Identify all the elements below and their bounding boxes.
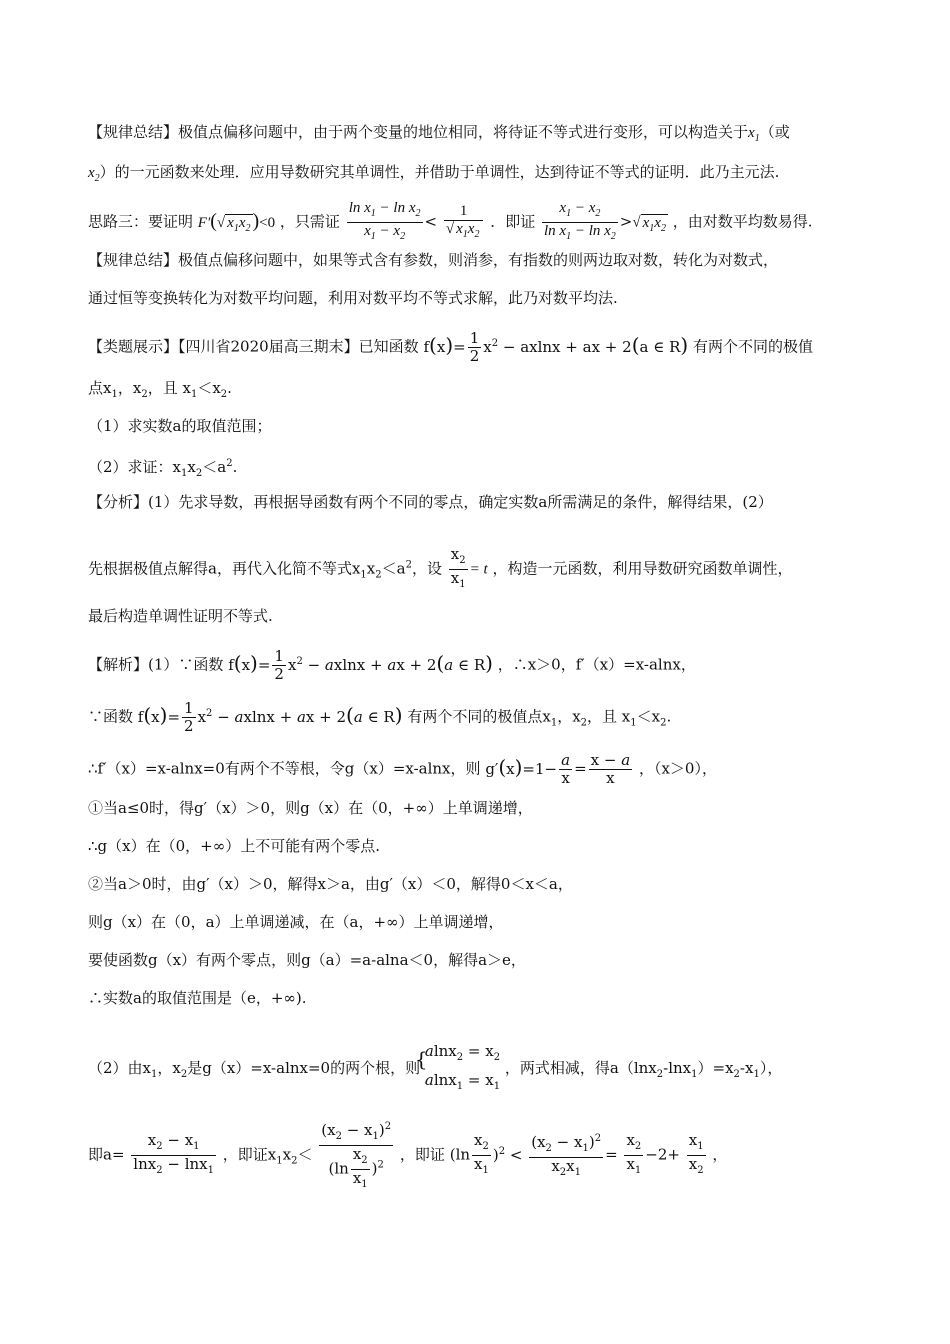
similar-problem: 【类题展示】【四川省2020届高三期末】已知函数 f(x)= $\frac{1}{2}$ $x^2 - axlnx$ + ax + 2(a ∈ R) 有两个不同的极值 [88, 329, 813, 365]
question-2: （2）求证：$x_1x_2<a^2$. [88, 458, 238, 479]
rule-summary-2-cont: 通过恒等变换转化为对数平均问题，利用对数平均不等式求解，此乃对数平均法. [88, 289, 618, 307]
analysis-cont: 先根据极值点解得a，再代入化简不等式$x_1x_2<a^2$，设 $\frac{x_2}{x_1}$ = t ，构造一元函数，利用导数研究函数单调性， [88, 545, 793, 590]
case-1: ①当a≤0时，得g′（x）＞0，则g（x）在（0，+∞）上单调递增， [88, 799, 533, 817]
solution-1: 【解析】(1）∵函数 f(x)= $\frac{1}{2}$ $x^2 - axlnx$ + ax + 2(a ∈ R) ，∴x＞0，f′（x）=x-alnx， [88, 647, 696, 683]
rule-summary-2: 【规律总结】极值点偏移问题中，如果等式含有参数，则消参，有指数的则两边取对数，转化为对数式， [88, 251, 779, 269]
rule-summary-1: 【规律总结】极值点偏移问题中，由于两个变量的地位相同，将待证不等式进行变形，可以构造关于$x_1$（或 [88, 123, 790, 144]
idea-three: 思路三：要证明 F′(√ $x_1x_2$ )<0 ，只需证 $\frac{\ln x_1 - \ln x_2}{x_1 - x_2}$ < $\frac{1}{√ x_1x_2}$ ．即证 $\frac{x_1 - x_2}{\ln x_1 - \ln x_2}$ >√ $x_1x_2$ ，由对数平均数易得. [88, 200, 813, 242]
range-conclusion: ∴实数a的取值范围是（e，+∞). [88, 989, 307, 1007]
analysis-end: 最后构造单调性证明不等式. [88, 607, 273, 625]
case-2-condition: 要使函数g（x）有两个零点，则g（a）=a-alna＜0，解得a＞e， [88, 951, 526, 969]
derivative-step: ∴f′（x）=x-alnx=0有两个不等根，令g（x）=x-alnx，则 g′(x)=1− $\frac{a}{x}$ = $\frac{x - a}{x}$ ，（x＞0）， [88, 751, 717, 787]
rule-summary-1-cont: $x_2$）的一元函数来处理．应用导数研究其单调性，并借助于单调性，达到待证不等式的证明．此乃主元法. [88, 163, 780, 184]
solution-1-cont: ∵函数 f(x)= $\frac{1}{2}$ $x^2 - axlnx$ + ax + 2(a ∈ R) 有两个不同的极值点$x_1$，$x_2$，且 $x_1<x_2$. [88, 699, 672, 735]
solution-2: （2）由$x_1$，$x_2$是g（x）=x-alnx=0的两个根，则 { $alnx_2 = x_2$ $alnx_1 = x_1$ ，两式相减，得$a(\ln x_2-\ln x_1)=x_2-x_1$）， [88, 1042, 783, 1092]
case-1-conclusion: ∴g（x）在（0，+∞）上不可能有两个零点. [88, 837, 380, 855]
case-2: ②当a＞0时，由g′（x）＞0，解得x＞a，由g′（x）＜0，解得0＜x＜a， [88, 875, 573, 893]
solution-2-transform: 即a= $\frac{x_2 - x_1}{\ln x_2 - \ln x_1}$ ，即证$x_1x_2<$ $(x_2 - x_1)^2$ (ln $\frac{x_2}{x_1}$ )$^2$ ，即证 (ln $\frac{x_2}{x_1}$ )$^2$ < $\frac{(x_2 - x_1)^2}{x_2x_1}$ = $\frac{x_2}{x_1}$ −2+ $\frac{x_1}{x_2}$ ， [88, 1118, 878, 1193]
question-1: （1）求实数a的取值范围； [88, 417, 272, 435]
problem-extrema: 点$x_1$，$x_2$，且 $x_1<x_2$. [88, 379, 232, 400]
case-2-monotonic: 则g（x）在（0，a）上单调递减，在（a，+∞）上单调递增， [88, 913, 504, 931]
analysis: 【分析】(1）先求导数，再根据导函数有两个不同的零点，确定实数a所需满足的条件，解得结果，(2） [88, 493, 773, 511]
